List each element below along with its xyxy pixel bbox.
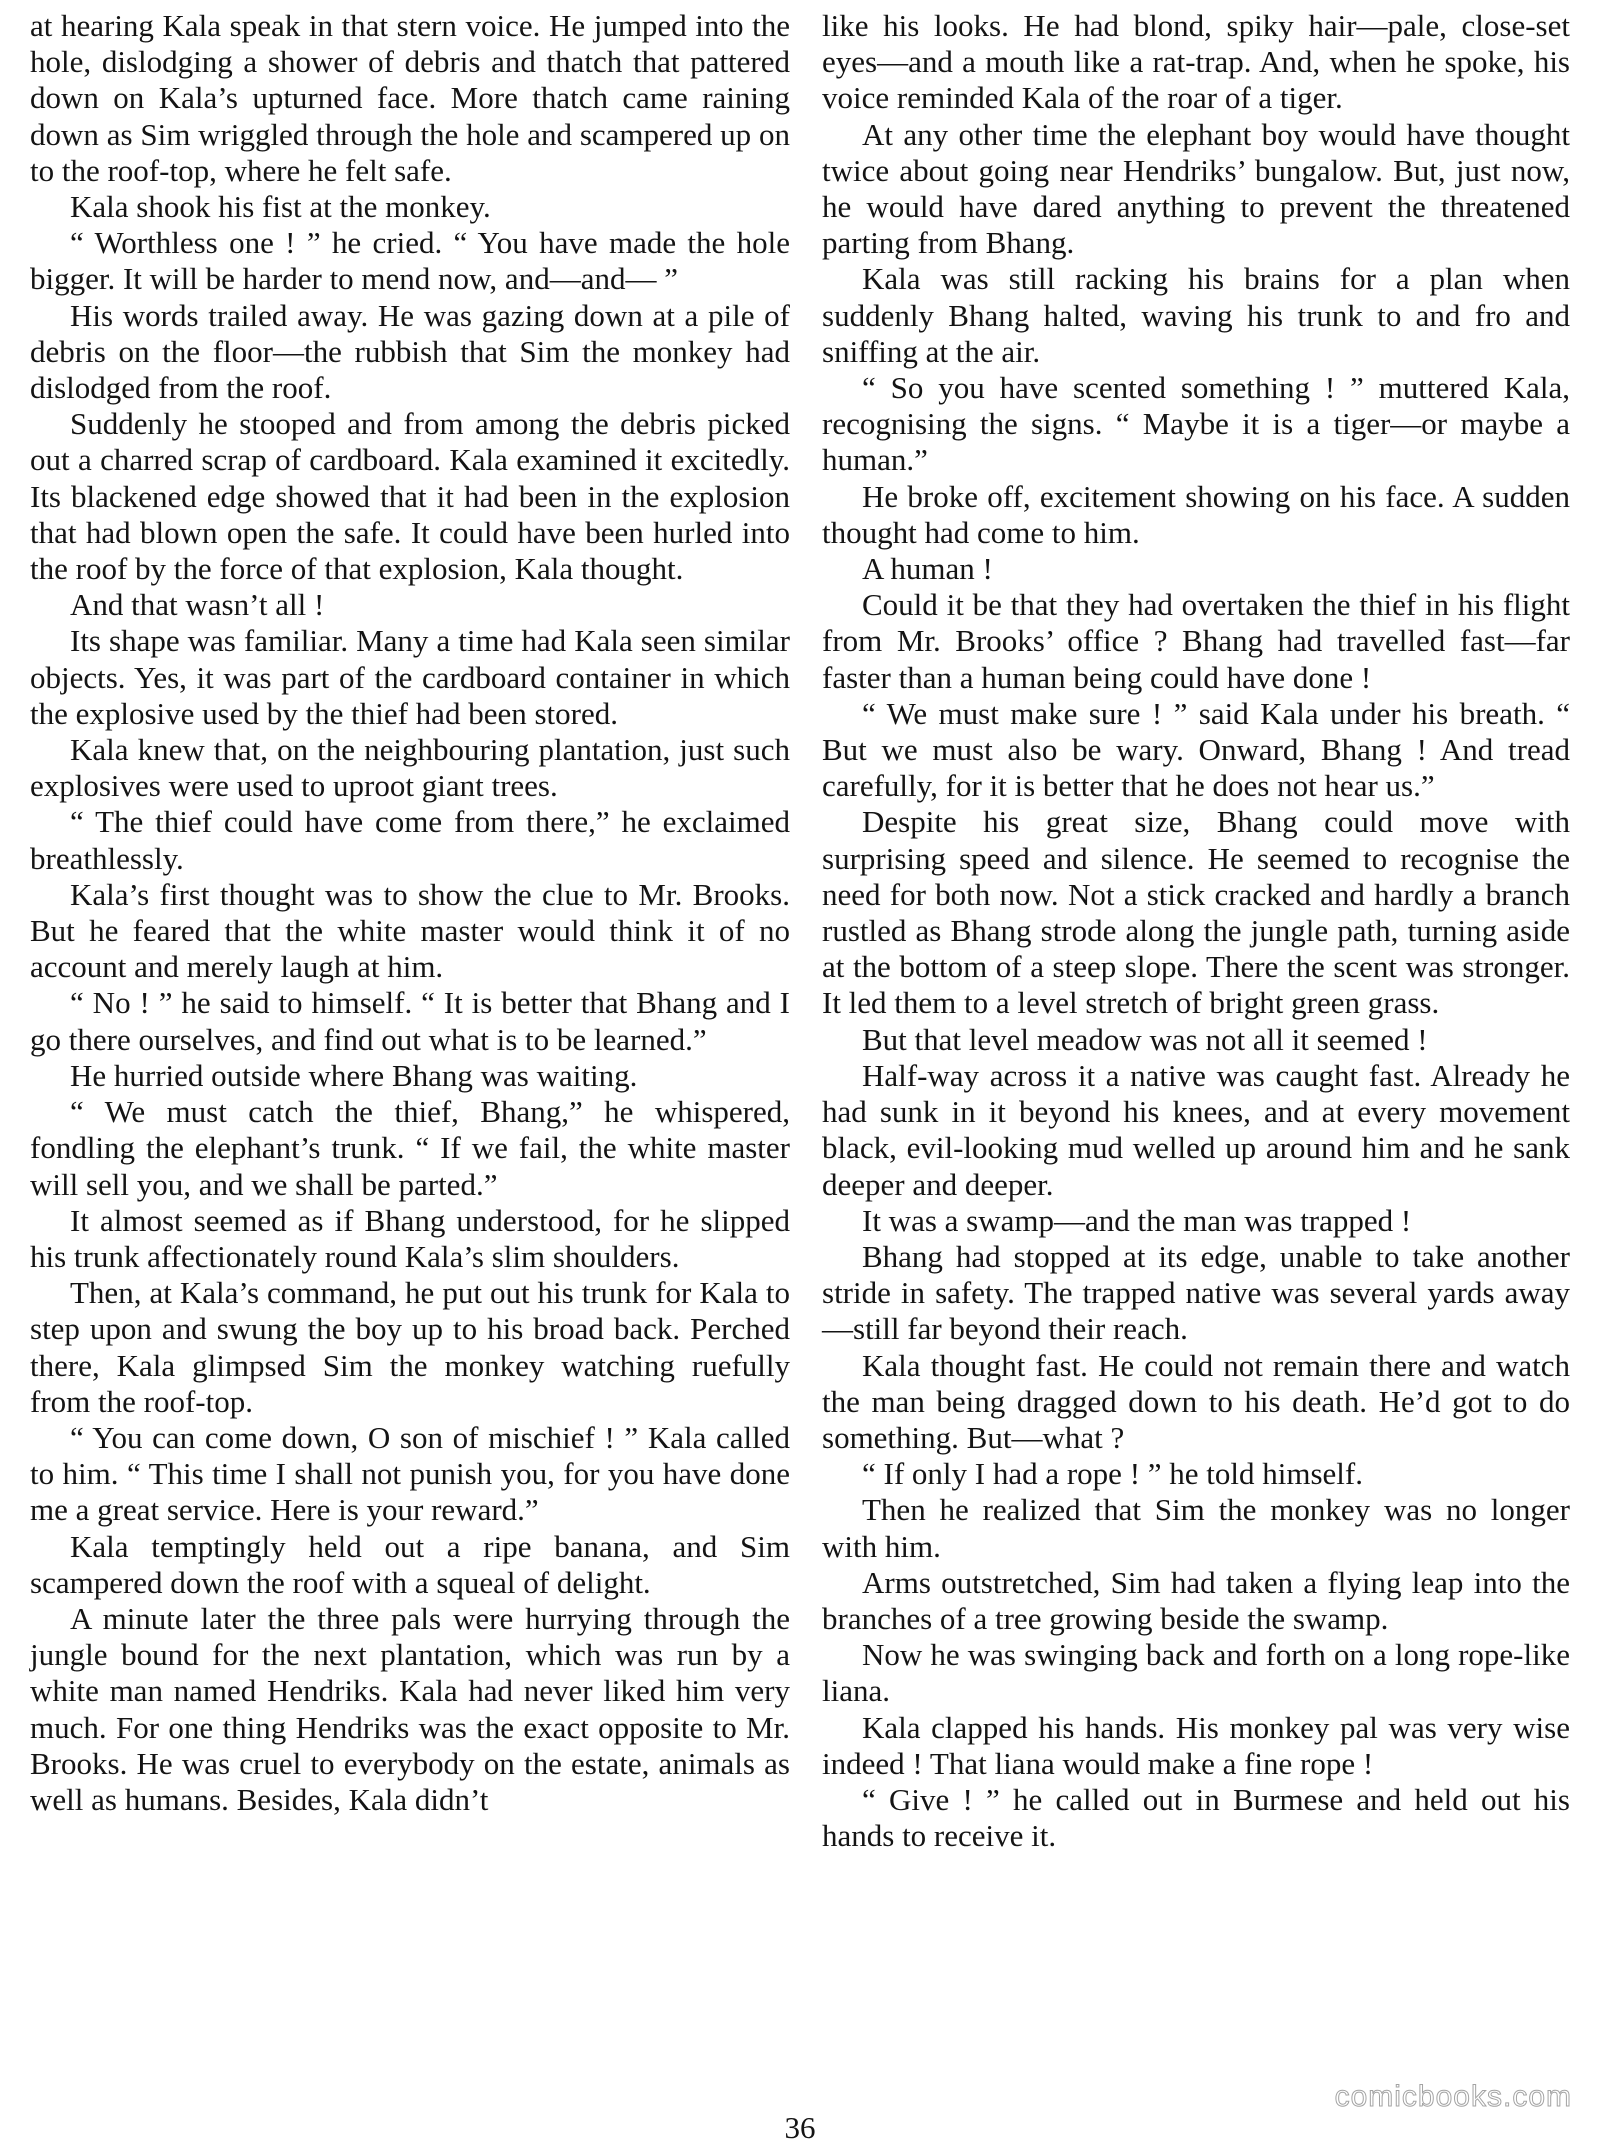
paragraph: Then he realized that Sim the monkey was no longer with him. <box>822 1492 1570 1564</box>
paragraph: “ Worthless one ! ” he cried. “ You have made the hole bigger. It will be harder to mend now, and—and— ” <box>30 225 790 297</box>
paragraph: It was a swamp—and the man was trapped ! <box>862 1202 1412 1238</box>
paragraph: Suddenly he stooped and from among the debris picked out a charred scrap of cardboard. Kala examined it excitedly. Its blackened edge showed that it had been in the explosion that had blown open the safe. It could have been hurled into the roof by the force of that explosion, Kala thought. <box>30 406 790 587</box>
paragraph: Despite his great size, Bhang could move with surprising speed and silence. He seemed to recognise the need for both now. Not a stick cracked and hardly a branch rustled as Bhang strode along the jungle path, turning aside at the bottom of a steep slope. There the scent was stronger. It led them to a level stretch of bright green grass. <box>822 804 1570 1021</box>
paragraph: His words trailed away. He was gazing down at a pile of debris on the floor—the rubbish that Sim the monkey had dislodged from the roof. <box>30 297 790 406</box>
paragraph: at hearing Kala speak in that stern voice. He jumped into the hole, dislodging a shower of debris and thatch that pattered down on Kala’s upturned face. More thatch came raining down as Sim wriggled through the hole and scampered up on to the roof-top, where he felt safe. <box>30 8 790 188</box>
paragraph: A human ! <box>862 551 993 587</box>
paragraph: And that wasn’t all ! <box>70 587 325 623</box>
right-text-column <box>822 8 1570 1854</box>
paragraph: Bhang had stopped at its edge, unable to take another stride in safety. The trapped native was several yards away—still far beyond their reach. <box>822 1238 1570 1347</box>
paragraph: “ No ! ” he said to himself. “ It is better that Bhang and I go there ourselves, and find out what is to be learned.” <box>30 985 790 1057</box>
watermark: comicbooks.com <box>1334 2080 1572 2113</box>
paragraph: He hurried outside where Bhang was waiting. <box>70 1057 638 1093</box>
paragraph: Then, at Kala’s command, he put out his trunk for Kala to step upon and swung the boy up to his broad back. Perched there, Kala glimpsed Sim the monkey watching ruefully from the roof-top. <box>30 1275 790 1419</box>
page-number: 36 <box>784 2110 816 2145</box>
paragraph: Kala temptingly held out a ripe banana, and Sim scampered down the roof with a squeal of delight. <box>30 1528 790 1600</box>
paragraph: Kala shook his fist at the monkey. <box>70 189 491 225</box>
paragraph: Kala was still racking his brains for a plan when suddenly Bhang halted, waving his trunk to and fro and sniffing at the air. <box>822 261 1570 369</box>
paragraph: It almost seemed as if Bhang understood, for he slipped his trunk affectionately round Kala’s slim shoulders. <box>30 1202 790 1274</box>
paragraph: “ We must make sure ! ” said Kala under his breath. “ But we must also be wary. Onward, Bhang ! And tread carefully, for it is better that he does not hear us.” <box>822 695 1570 804</box>
paragraph: “ So you have scented something ! ” muttered Kala, recognising the signs. “ Maybe it is a tiger—or maybe a human.” <box>822 370 1570 478</box>
paragraph: Kala thought fast. He could not remain there and watch the man being dragged down to his death. He’d got to do something. But—what ? <box>822 1347 1570 1455</box>
paragraph: A minute later the three pals were hurrying through the jungle bound for the next plantation, which was run by a white man named Hendriks. Kala had never liked him very much. For one thing Hendriks was the exact opposite to Mr. Brooks. He was cruel to everybody on the estate, animals as well as humans. Besides, Kala didn’t <box>30 1600 790 1817</box>
paragraph: He broke off, excitement showing on his face. A sudden thought had come to him. <box>822 478 1570 550</box>
paragraph: “ If only I had a rope ! ” he told himself. <box>862 1456 1363 1492</box>
paragraph: Kala’s first thought was to show the clue to Mr. Brooks. But he feared that the white master would think it of no account and merely laugh at him. <box>30 876 790 985</box>
paragraph: Kala clapped his hands. His monkey pal was very wise indeed ! That liana would make a fine rope ! <box>822 1709 1570 1781</box>
paragraph: “ You can come down, O son of mischief ! ” Kala called to him. “ This time I shall not punish you, for you have done me a great service. Here is your reward.” <box>30 1419 790 1528</box>
left-text-column <box>30 8 790 1818</box>
paragraph: “ We must catch the thief, Bhang,” he whispered, fondling the elephant’s trunk. “ If we fail, the white master will sell you, and we shall be parted.” <box>30 1094 790 1202</box>
paragraph: Could it be that they had overtaken the thief in his flight from Mr. Brooks’ office ? Bhang had travelled fast—far faster than a human being could have done ! <box>822 587 1570 695</box>
paragraph: “ Give ! ” he called out in Burmese and held out his hands to receive it. <box>822 1781 1570 1854</box>
paragraph: like his looks. He had blond, spiky hair—pale, close-set eyes—and a mouth like a rat-trap. And, when he spoke, his voice reminded Kala of the roar of a tiger. <box>822 8 1570 116</box>
paragraph: “ The thief could have come from there,” he exclaimed breathlessly. <box>30 804 790 876</box>
paragraph: But that level meadow was not all it seemed ! <box>862 1021 1428 1057</box>
paragraph: Half-way across it a native was caught fast. Already he had sunk in it beyond his knees, and at every movement black, evil-looking mud welled up around him and he sank deeper and deeper. <box>822 1057 1570 1202</box>
paragraph: Now he was swinging back and forth on a long rope-like liana. <box>822 1637 1570 1709</box>
paragraph: Kala knew that, on the neighbouring plantation, just such explosives were used to uproot giant trees. <box>30 732 790 804</box>
paragraph: Arms outstretched, Sim had taken a flying leap into the branches of a tree growing beside the swamp. <box>822 1564 1570 1636</box>
paragraph: Its shape was familiar. Many a time had Kala seen similar objects. Yes, it was part of the cardboard container in which the explosive used by the thief had been stored. <box>30 623 790 731</box>
paragraph: At any other time the elephant boy would have thought twice about going near Hendriks’ bungalow. But, just now, he would have dared anything to prevent the threatened parting from Bhang. <box>822 116 1570 261</box>
